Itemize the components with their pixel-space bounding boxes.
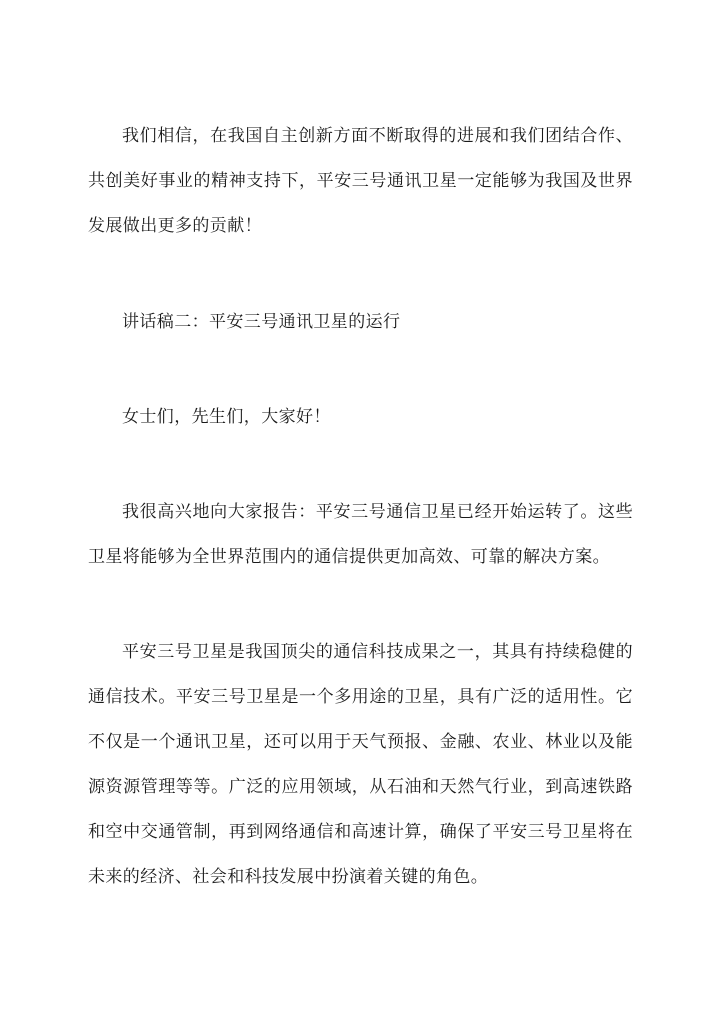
paragraph-closing-statement: 我们相信，在我国自主创新方面不断取得的进展和我们团结合作、共创美好事业的精神支持下，平安三号通讯卫星一定能够为我国及世界发展做出更多的贡献！ <box>88 126 633 236</box>
paragraph-satellite-description: 平安三号卫星是我国顶尖的通信科技成果之一，其具有持续稳健的通信技术。平安三号卫星是一个多用途的卫星，具有广泛的适用性。它不仅是一个通讯卫星，还可以用于天气预报、金融、农业、林业以及能源资源管理等等。广泛的应用领域，从石油和天然气行业，到高速铁路和空中交通管制，再到网络通信和高速计算，确保了平安三号卫星将在未来的经济、社会和科技发展中扮演着关键的角色。 <box>88 642 633 887</box>
greeting: 女士们，先生们，大家好！ <box>122 407 331 427</box>
speech-title: 讲话稿二：平安三号通讯卫星的运行 <box>122 312 401 332</box>
paragraph-announcement: 我很高兴地向大家报告：平安三号通信卫星已经开始运转了。这些卫星将能够为全世界范围内的通信提供更加高效、可靠的解决方案。 <box>88 502 633 567</box>
